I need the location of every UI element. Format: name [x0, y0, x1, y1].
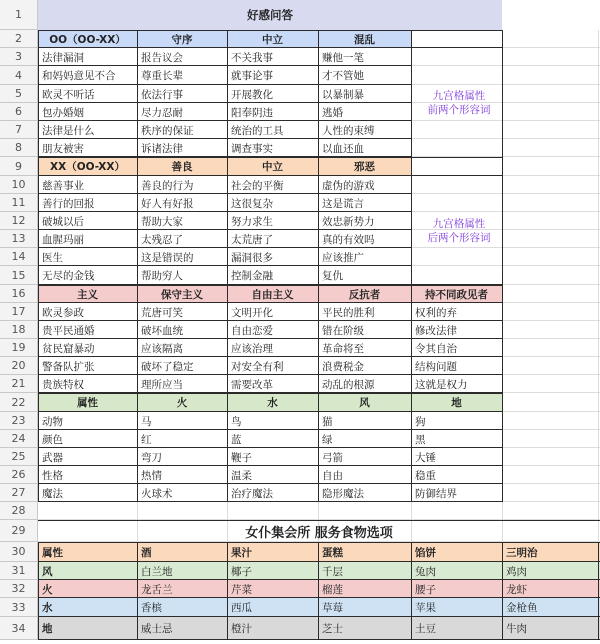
row-header[interactable]: 4 — [0, 66, 38, 85]
grid-line — [502, 393, 503, 502]
table-cell[interactable]: 不关我事 — [231, 51, 273, 64]
table-cell[interactable]: 以暴制暴 — [322, 88, 364, 101]
table-cell[interactable]: 阳奉阴违 — [231, 106, 273, 119]
table-cell[interactable]: 破城以后 — [42, 215, 84, 228]
column-header[interactable]: XX（OO-XX） — [50, 161, 125, 173]
grid-line — [38, 193, 411, 194]
table-cell[interactable]: 革命将至 — [322, 342, 364, 355]
row-header[interactable]: 1 — [0, 0, 38, 30]
grid-line — [411, 157, 412, 285]
table-cell[interactable]: 龙舌兰 — [141, 583, 173, 596]
grid-line — [38, 247, 411, 248]
grid-line — [38, 138, 411, 139]
table-cell[interactable]: 就事论事 — [231, 70, 273, 82]
column-header[interactable]: 三明治 — [506, 546, 538, 559]
grid-line — [318, 30, 319, 157]
table-cell[interactable]: 令其自治 — [415, 342, 457, 355]
grid-line — [38, 84, 411, 85]
table-cell[interactable]: 狗 — [415, 415, 426, 428]
row-header[interactable]: 6 — [0, 103, 38, 121]
table-cell[interactable]: 金枪鱼 — [506, 602, 538, 614]
table-cell[interactable]: 苹果 — [415, 602, 436, 614]
grid-line — [38, 320, 502, 321]
row-header[interactable]: 29 — [0, 520, 38, 542]
grid-line — [38, 338, 502, 339]
food-title[interactable]: 女仆集会所 服务食物选项 — [245, 525, 393, 541]
table-cell[interactable]: 威士忌 — [141, 623, 173, 635]
table-cell[interactable]: 报告议会 — [141, 51, 183, 64]
grid-line — [38, 30, 502, 31]
table-cell[interactable]: 破坏了稳定 — [141, 360, 194, 373]
table-cell[interactable]: 朋友被害 — [42, 142, 84, 155]
table-cell[interactable]: 太荒唐了 — [231, 233, 273, 246]
table-cell[interactable]: 腰子 — [415, 583, 436, 596]
row-header[interactable]: 20 — [0, 357, 38, 375]
table-cell[interactable]: 千层 — [322, 565, 343, 578]
table-cell[interactable]: 漏洞很多 — [231, 251, 273, 264]
grid-line — [38, 393, 39, 502]
column-header[interactable]: 守序 — [171, 33, 193, 46]
row-header[interactable]: 7 — [0, 121, 38, 139]
note-line: 九宫格属性 — [432, 217, 486, 230]
table-cell[interactable]: 荒唐可笑 — [141, 306, 183, 319]
grid-line — [38, 229, 411, 230]
table-cell[interactable]: 欧灵参政 — [42, 306, 84, 319]
row-header[interactable]: 33 — [0, 598, 38, 617]
table-cell[interactable]: 鸟 — [231, 415, 242, 428]
row-header[interactable]: 28 — [0, 502, 38, 520]
table-cell[interactable]: 猫 — [322, 415, 333, 428]
column-header[interactable]: 主义 — [77, 288, 98, 301]
table-cell[interactable]: 贵平民通婚 — [42, 324, 95, 337]
grid-line — [38, 120, 411, 121]
grid-line — [137, 285, 138, 393]
table-cell[interactable]: 对安全有利 — [231, 360, 284, 373]
grid-line — [38, 175, 411, 176]
table-cell[interactable]: 尊重长辈 — [141, 70, 183, 82]
column-header[interactable]: 火 — [176, 397, 188, 409]
grid-line — [38, 102, 411, 103]
table-cell[interactable]: 草莓 — [322, 602, 343, 614]
table-cell[interactable]: 性格 — [42, 469, 63, 482]
table-cell[interactable]: 红 — [141, 433, 152, 446]
grid-line — [318, 157, 319, 285]
row-header[interactable]: 26 — [0, 466, 38, 484]
column-header[interactable]: 蛋糕 — [322, 546, 343, 559]
grid-line — [502, 157, 503, 285]
table-cell[interactable]: 贵族特权 — [42, 378, 84, 391]
table-cell[interactable]: 医生 — [42, 251, 63, 264]
table-cell[interactable]: 好人有好报 — [141, 197, 194, 210]
row-header[interactable]: 34 — [0, 617, 38, 640]
table-cell[interactable]: 绿 — [322, 433, 333, 446]
table-cell[interactable]: 逃婚 — [322, 106, 343, 119]
table-cell[interactable]: 芝士 — [322, 623, 343, 635]
table-cell[interactable]: 虚伪的游戏 — [322, 179, 375, 192]
table-cell[interactable]: 善行的回报 — [42, 197, 95, 210]
grid-line — [318, 542, 319, 640]
row-header[interactable]: 22 — [0, 393, 38, 412]
row-header[interactable]: 31 — [0, 562, 38, 580]
column-header[interactable]: OO（OO-XX） — [49, 33, 126, 46]
column-header[interactable]: 反抗者 — [348, 288, 381, 301]
table-cell[interactable]: 蓝 — [231, 433, 242, 446]
table-cell[interactable]: 这就是权力 — [415, 378, 468, 391]
grid-line — [38, 579, 600, 580]
grid-line — [38, 542, 600, 543]
grid-line — [38, 157, 502, 158]
column-header[interactable]: 果汁 — [231, 546, 252, 559]
table-cell[interactable]: 热情 — [141, 469, 162, 482]
table-cell[interactable]: 这是谎言 — [322, 197, 364, 210]
grid-line — [502, 30, 503, 157]
grid-line — [38, 639, 600, 640]
table-cell[interactable]: 椰子 — [231, 565, 252, 578]
table-cell[interactable]: 火 — [42, 583, 53, 596]
grid-line — [411, 47, 502, 48]
table-cell[interactable]: 帮助大家 — [141, 215, 183, 228]
table-cell[interactable]: 善良的行为 — [141, 179, 194, 192]
grid-line — [227, 30, 228, 157]
grid-line — [227, 542, 228, 640]
grid-line — [38, 597, 600, 598]
table-cell[interactable]: 复仇 — [322, 270, 343, 282]
grid-line — [38, 211, 411, 212]
grid-line — [38, 285, 502, 286]
row-header[interactable]: 32 — [0, 580, 38, 598]
block2-note — [413, 176, 505, 285]
grid-line — [38, 411, 502, 412]
table-cell[interactable]: 橙汁 — [231, 623, 252, 635]
table-cell[interactable]: 动物 — [42, 415, 63, 428]
table-cell[interactable]: 防御结界 — [415, 487, 457, 500]
table-cell[interactable]: 平民的胜利 — [322, 306, 375, 319]
table-cell[interactable]: 欧灵不听话 — [42, 88, 95, 101]
row-header[interactable]: 19 — [0, 339, 38, 357]
table-cell[interactable]: 帮助穷人 — [141, 270, 183, 282]
grid-line — [411, 393, 412, 502]
grid-line — [38, 616, 600, 617]
table-cell[interactable]: 社会的平衡 — [231, 179, 284, 192]
row-header[interactable]: 13 — [0, 230, 38, 248]
table-cell[interactable]: 动乱的根源 — [322, 378, 375, 391]
grid-line — [318, 393, 319, 502]
table-cell[interactable]: 秩序的保证 — [141, 124, 194, 137]
row-header[interactable]: 27 — [0, 484, 38, 502]
table-cell[interactable]: 武器 — [42, 451, 63, 464]
grid-line — [227, 393, 228, 502]
grid-line — [38, 356, 502, 357]
row-header[interactable]: 2 — [0, 30, 38, 48]
sheet-title[interactable]: 好感问答 — [247, 8, 293, 22]
table-cell[interactable]: 开展教化 — [231, 88, 273, 101]
grid-line — [38, 447, 502, 448]
table-cell[interactable]: 警备队扩张 — [42, 360, 95, 373]
table-cell[interactable]: 水 — [42, 602, 53, 614]
grid-line — [318, 285, 319, 393]
table-cell[interactable]: 权利的弃 — [415, 306, 457, 319]
grid-line — [411, 30, 412, 157]
grid-line — [38, 501, 502, 502]
table-cell[interactable]: 治疗魔法 — [231, 487, 273, 500]
table-cell[interactable]: 依法行事 — [141, 88, 183, 101]
row-header[interactable]: 25 — [0, 448, 38, 466]
column-header[interactable]: 混乱 — [354, 33, 375, 46]
table-cell[interactable]: 人性的束缚 — [322, 124, 375, 137]
table-cell[interactable]: 应该治理 — [231, 342, 273, 355]
note-line: 前两个形容词 — [427, 103, 491, 116]
table-cell[interactable]: 无尽的金钱 — [42, 270, 95, 282]
row-header[interactable]: 12 — [0, 212, 38, 230]
table-cell[interactable]: 应该推广 — [322, 251, 364, 264]
table-cell[interactable]: 血腥玛丽 — [42, 233, 84, 246]
table-cell[interactable]: 自由恋爱 — [231, 324, 273, 337]
row-header[interactable]: 3 — [0, 48, 38, 66]
table-cell[interactable]: 风 — [42, 565, 53, 578]
table-cell[interactable]: 法律是什么 — [42, 124, 95, 137]
grid-line — [38, 374, 502, 375]
row-header[interactable]: 30 — [0, 542, 38, 562]
column-header[interactable]: 地 — [451, 397, 462, 409]
table-cell[interactable]: 温柔 — [231, 469, 252, 482]
grid-line — [38, 542, 39, 640]
row-header[interactable]: 8 — [0, 139, 38, 157]
grid-line — [38, 465, 502, 466]
table-cell[interactable]: 统治的工具 — [231, 124, 284, 137]
row-header[interactable]: 21 — [0, 375, 38, 393]
table-cell[interactable]: 兔肉 — [415, 565, 436, 578]
table-cell[interactable]: 芹菜 — [231, 583, 252, 596]
column-header[interactable]: 邪恶 — [354, 161, 375, 173]
column-header[interactable]: 水 — [267, 397, 278, 409]
table-cell[interactable]: 努力求生 — [231, 215, 273, 228]
column-header[interactable]: 酒 — [141, 546, 152, 559]
grid-line — [38, 285, 39, 393]
grid-line — [38, 429, 502, 430]
table-cell[interactable]: 理所应当 — [141, 378, 183, 391]
grid-line — [38, 265, 411, 266]
table-cell[interactable]: 法律漏洞 — [42, 51, 84, 64]
table-cell[interactable]: 修改法律 — [415, 324, 457, 337]
table-cell[interactable]: 才不管她 — [322, 70, 364, 82]
row-header[interactable]: 5 — [0, 85, 38, 103]
row-header[interactable]: 15 — [0, 266, 38, 285]
column-header[interactable]: 属性 — [42, 546, 63, 559]
grid-line — [38, 520, 600, 521]
row-header[interactable]: 24 — [0, 430, 38, 448]
table-cell[interactable]: 诉诸法律 — [141, 142, 183, 155]
grid-line — [227, 285, 228, 393]
row-header[interactable]: 18 — [0, 321, 38, 339]
table-cell[interactable]: 马 — [141, 415, 152, 428]
grid-line — [137, 157, 138, 285]
grid-line — [38, 157, 39, 285]
column-header[interactable]: 中立 — [262, 33, 283, 46]
table-cell[interactable]: 贫民窟暴动 — [42, 342, 95, 355]
column-header[interactable]: 中立 — [262, 161, 283, 173]
table-cell[interactable]: 白兰地 — [141, 565, 173, 578]
grid-line — [38, 30, 39, 157]
column-header[interactable]: 属性 — [77, 397, 98, 409]
table-cell[interactable]: 包办婚姻 — [42, 106, 84, 119]
grid-line — [411, 175, 502, 176]
block1-note — [413, 48, 505, 157]
row-header[interactable]: 10 — [0, 176, 38, 194]
row-header[interactable]: 16 — [0, 285, 38, 303]
row-header[interactable]: 17 — [0, 303, 38, 321]
table-cell[interactable]: 调查事实 — [231, 142, 273, 155]
column-header[interactable]: 持不同政见者 — [425, 288, 488, 301]
table-cell[interactable]: 弓箭 — [322, 451, 343, 464]
table-cell[interactable]: 香槟 — [141, 602, 162, 614]
table-cell[interactable]: 慈善事业 — [42, 179, 84, 192]
table-cell[interactable]: 需要改革 — [231, 378, 273, 391]
table-cell[interactable]: 鸡肉 — [506, 565, 527, 578]
table-cell[interactable]: 大锤 — [415, 451, 436, 464]
grid-line — [502, 542, 503, 640]
table-cell[interactable]: 魔法 — [42, 487, 63, 500]
table-cell[interactable]: 太残忍了 — [141, 233, 183, 246]
grid-line — [137, 542, 138, 640]
grid-line — [38, 47, 411, 48]
column-header[interactable]: 自由主义 — [251, 288, 294, 301]
grid-line — [38, 65, 411, 66]
table-cell[interactable]: 西瓜 — [231, 602, 252, 614]
table-cell[interactable]: 榴莲 — [322, 583, 343, 596]
table-cell[interactable]: 颜色 — [42, 433, 63, 446]
table-cell[interactable]: 结构问题 — [415, 360, 457, 373]
table-cell[interactable]: 这很复杂 — [231, 197, 273, 210]
table-cell[interactable]: 和妈妈意见不合 — [42, 70, 116, 82]
table-cell[interactable]: 隐形魔法 — [322, 487, 364, 500]
table-cell[interactable]: 浪费税金 — [322, 360, 364, 373]
table-cell[interactable]: 破坏血统 — [141, 324, 183, 337]
table-cell[interactable]: 以血还血 — [322, 142, 364, 155]
table-cell[interactable]: 龙虾 — [506, 583, 527, 596]
row-header[interactable]: 11 — [0, 194, 38, 212]
grid-line — [38, 393, 502, 394]
table-cell[interactable]: 赚他一笔 — [322, 51, 364, 64]
table-cell[interactable]: 弯刀 — [141, 451, 162, 464]
table-cell[interactable]: 错在阶级 — [322, 324, 364, 337]
table-cell[interactable]: 鞭子 — [231, 451, 252, 464]
grid-line — [137, 30, 138, 157]
row-header[interactable]: 14 — [0, 248, 38, 266]
grid-line — [502, 285, 503, 393]
grid-line — [227, 157, 228, 285]
table-cell[interactable]: 稳重 — [415, 469, 436, 482]
row-header[interactable]: 9 — [0, 157, 38, 176]
table-cell[interactable]: 黑 — [415, 433, 426, 446]
grid-line — [38, 561, 600, 562]
table-cell[interactable]: 地 — [42, 623, 53, 635]
table-cell[interactable]: 文明开化 — [231, 306, 273, 319]
column-header[interactable]: 馅饼 — [415, 546, 436, 559]
table-cell[interactable]: 这是错误的 — [141, 251, 194, 264]
column-header[interactable]: 风 — [359, 397, 370, 409]
grid-line — [137, 393, 138, 502]
grid-line — [38, 302, 502, 303]
table-cell[interactable]: 控制金融 — [231, 270, 273, 282]
note-line: 后两个形容词 — [427, 231, 491, 244]
table-cell[interactable]: 效忠新势力 — [322, 215, 375, 228]
grid-line — [598, 542, 599, 640]
grid-line — [38, 483, 502, 484]
table-cell[interactable]: 土豆 — [415, 623, 436, 635]
column-header[interactable]: 保守主义 — [161, 288, 203, 301]
column-header[interactable]: 善良 — [171, 161, 193, 173]
grid-line — [411, 285, 412, 393]
table-cell[interactable]: 应该隔离 — [141, 342, 183, 355]
table-cell[interactable]: 自由 — [322, 469, 343, 482]
table-cell[interactable]: 牛肉 — [506, 623, 527, 635]
blank-cell — [502, 0, 600, 30]
note-line: 九宫格属性 — [432, 89, 486, 102]
table-cell[interactable]: 真的有效吗 — [322, 233, 375, 246]
table-cell[interactable]: 尽力忍耐 — [141, 106, 183, 119]
table-cell[interactable]: 火球术 — [141, 487, 173, 500]
grid-line — [411, 542, 412, 640]
row-header[interactable]: 23 — [0, 412, 38, 430]
